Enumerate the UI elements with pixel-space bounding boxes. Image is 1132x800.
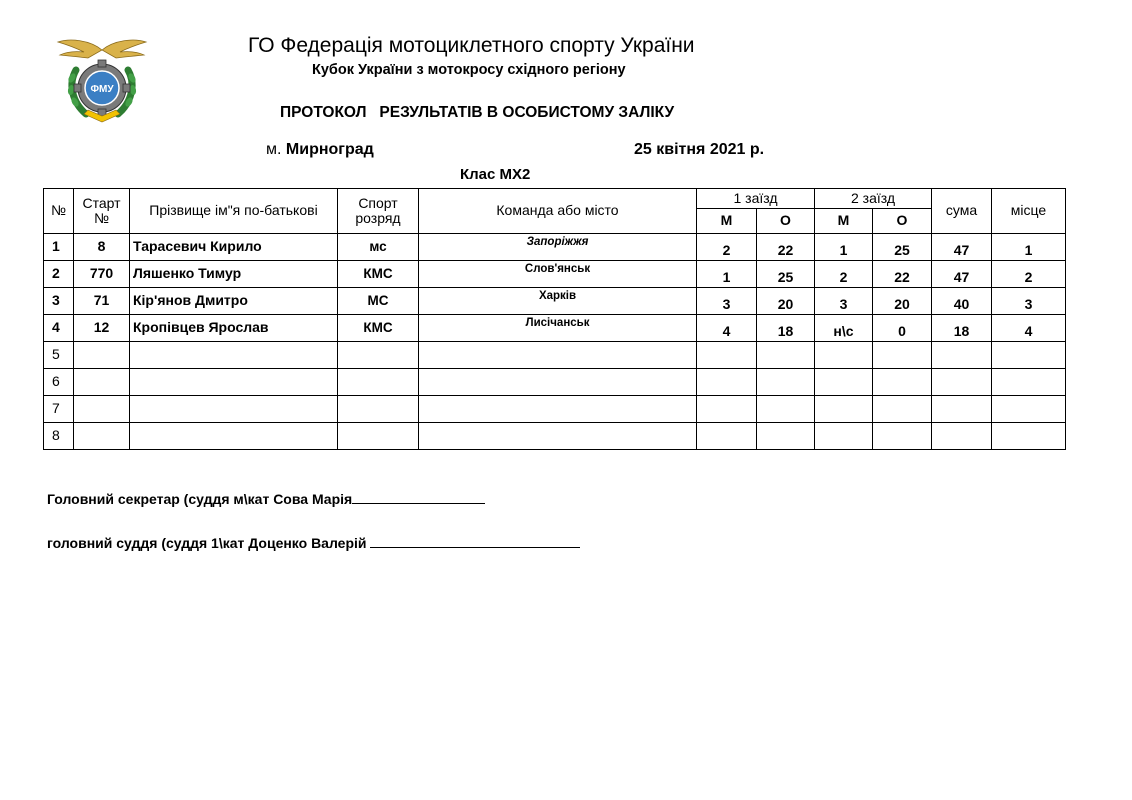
- race1-place: 1: [697, 261, 757, 288]
- total-sum: [932, 423, 992, 450]
- row-number: 5: [44, 342, 74, 369]
- header-race-1: 1 заїзд: [697, 189, 815, 209]
- start-number: 12: [74, 315, 130, 342]
- race1-points: 25: [757, 261, 815, 288]
- header-rank-line1: Спорт: [358, 194, 398, 211]
- final-place: [992, 423, 1066, 450]
- row-number: 1: [44, 234, 74, 261]
- sport-rank: [338, 423, 419, 450]
- row-number: 4: [44, 315, 74, 342]
- race2-place: 1: [815, 234, 873, 261]
- race2-points: [873, 369, 932, 396]
- header-race1-points: О: [757, 209, 815, 234]
- results-table: [43, 188, 1066, 450]
- race1-points: 22: [757, 234, 815, 261]
- race2-place: [815, 342, 873, 369]
- signature-line: [352, 489, 485, 504]
- total-sum: [932, 369, 992, 396]
- table-row: [44, 315, 1066, 342]
- header-race1-place: М: [697, 209, 757, 234]
- event-date: 25 квітня 2021 р.: [634, 141, 765, 158]
- race1-place: [697, 369, 757, 396]
- signature-line: [370, 533, 580, 548]
- city-prefix: м.: [266, 141, 282, 158]
- sport-rank: КМС: [338, 261, 419, 288]
- row-number: 7: [44, 396, 74, 423]
- organization-title: ГО Федерація мотоциклетного спорту України: [248, 34, 695, 57]
- team-city: [419, 396, 697, 423]
- race1-points: 18: [757, 315, 815, 342]
- final-place: 1: [992, 234, 1066, 261]
- race2-place: [815, 423, 873, 450]
- race1-place: 4: [697, 315, 757, 342]
- race1-place: 2: [697, 234, 757, 261]
- header-race2-place: М: [815, 209, 873, 234]
- rider-name: [130, 369, 338, 396]
- sport-rank: [338, 369, 419, 396]
- final-place: 3: [992, 288, 1066, 315]
- header-name: Прізвище ім"я по-батькові: [130, 189, 338, 234]
- rider-name: Кропівцев Ярослав: [130, 315, 338, 342]
- start-number: [74, 369, 130, 396]
- header-number: №: [44, 189, 74, 234]
- race2-points: 25: [873, 234, 932, 261]
- race1-place: [697, 342, 757, 369]
- rider-name: [130, 423, 338, 450]
- sport-rank: [338, 396, 419, 423]
- chief-judge-label: головний суддя (суддя 1\кат Доценко Валерій: [47, 535, 371, 551]
- table-row: [44, 261, 1066, 288]
- header-rank-line2: розряд: [355, 210, 401, 226]
- team-city: [419, 369, 697, 396]
- start-number: 71: [74, 288, 130, 315]
- table-row: [44, 234, 1066, 261]
- header-rank: [338, 189, 419, 234]
- race2-points: 0: [873, 315, 932, 342]
- table-row: [44, 396, 1066, 423]
- race1-points: [757, 342, 815, 369]
- sport-rank: КМС: [338, 315, 419, 342]
- race1-points: [757, 396, 815, 423]
- team-city: Харків: [419, 288, 697, 315]
- race2-place: 3: [815, 288, 873, 315]
- city-line: [266, 141, 374, 159]
- chief-judge-line: [47, 533, 580, 551]
- race1-place: [697, 423, 757, 450]
- logo-text: ФМУ: [90, 84, 114, 95]
- protocol-title: ПРОТОКОЛ РЕЗУЛЬТАТІВ В ОСОБИСТОМУ ЗАЛІКУ: [280, 104, 675, 121]
- chief-secretary-line: [47, 489, 485, 507]
- race1-points: 20: [757, 288, 815, 315]
- race2-place: 2: [815, 261, 873, 288]
- team-city: [419, 342, 697, 369]
- start-number: 770: [74, 261, 130, 288]
- sport-rank: МС: [338, 288, 419, 315]
- sport-rank: [338, 342, 419, 369]
- race2-place: [815, 396, 873, 423]
- total-sum: 40: [932, 288, 992, 315]
- table-row: [44, 288, 1066, 315]
- cup-title: Кубок України з мотокросу східного регіону: [312, 62, 626, 78]
- total-sum: 47: [932, 234, 992, 261]
- federation-emblem-icon: [56, 36, 148, 124]
- race1-points: [757, 369, 815, 396]
- rider-name: Ляшенко Тимур: [130, 261, 338, 288]
- start-number: [74, 396, 130, 423]
- city-name: Мирноград: [285, 141, 374, 158]
- race1-place: [697, 396, 757, 423]
- header-place: місце: [992, 189, 1066, 234]
- chief-secretary-label: Головний секретар (суддя м\кат Сова Марія: [47, 491, 353, 507]
- federation-logo: [56, 36, 148, 124]
- final-place: [992, 369, 1066, 396]
- table-row: [44, 342, 1066, 369]
- row-number: 8: [44, 423, 74, 450]
- header-team: Команда або місто: [419, 189, 697, 234]
- total-sum: 47: [932, 261, 992, 288]
- sport-rank: мс: [338, 234, 419, 261]
- class-label: Клас МХ2: [460, 166, 531, 183]
- race2-points: 22: [873, 261, 932, 288]
- header-start: [74, 189, 130, 234]
- header-race-2: 2 заїзд: [815, 189, 932, 209]
- team-city: Запоріжжя: [419, 234, 697, 261]
- row-number: 2: [44, 261, 74, 288]
- rider-name: [130, 342, 338, 369]
- total-sum: [932, 396, 992, 423]
- rider-name: Тарасевич Кирило: [130, 234, 338, 261]
- table-row: [44, 369, 1066, 396]
- race2-points: [873, 396, 932, 423]
- race2-place: н\с: [815, 315, 873, 342]
- race2-points: 20: [873, 288, 932, 315]
- race2-place: [815, 369, 873, 396]
- table-row: [44, 423, 1066, 450]
- header-sum: сума: [932, 189, 992, 234]
- total-sum: 18: [932, 315, 992, 342]
- start-number: [74, 423, 130, 450]
- row-number: 3: [44, 288, 74, 315]
- team-city: [419, 423, 697, 450]
- final-place: 2: [992, 261, 1066, 288]
- final-place: [992, 342, 1066, 369]
- rider-name: Кір'янов Дмитро: [130, 288, 338, 315]
- race2-points: [873, 423, 932, 450]
- team-city: Лисічанськ: [419, 315, 697, 342]
- final-place: [992, 396, 1066, 423]
- race2-points: [873, 342, 932, 369]
- rider-name: [130, 396, 338, 423]
- race1-place: 3: [697, 288, 757, 315]
- start-number: 8: [74, 234, 130, 261]
- row-number: 6: [44, 369, 74, 396]
- final-place: 4: [992, 315, 1066, 342]
- header-race2-points: О: [873, 209, 932, 234]
- race1-points: [757, 423, 815, 450]
- start-number: [74, 342, 130, 369]
- header-start-line1: Старт: [82, 194, 121, 211]
- total-sum: [932, 342, 992, 369]
- header-start-line2: №: [93, 210, 110, 226]
- team-city: Слов'янськ: [419, 261, 697, 288]
